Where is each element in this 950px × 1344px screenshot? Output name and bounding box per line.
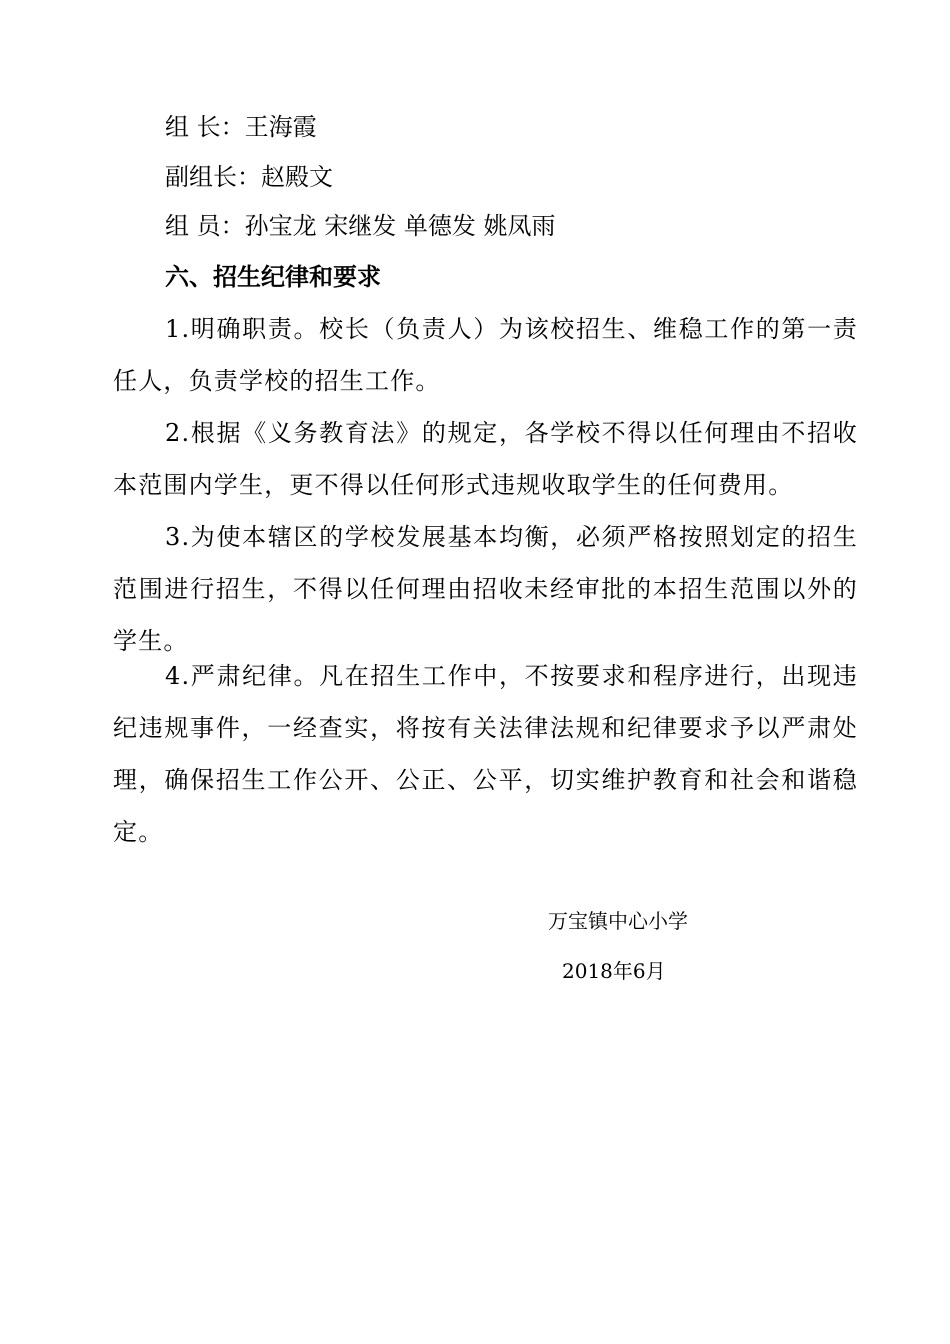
team-members-line [165,211,556,241]
team-members-names: 孙宝龙 宋继发 单德发 姚凤雨 [244,212,556,240]
team-deputy-line [165,162,333,192]
rule-item-1: 1.明确职责。校长（负责人）为该校招生、维稳工作的第一责任人，负责学校的招生工作。 [113,315,858,395]
team-leader-name: 王海霞 [244,113,317,141]
signature-date: 2018年6月 [562,959,666,983]
team-leader-line [165,112,317,142]
rule-item-2: 2.根据《义务教育法》的规定，各学校不得以任何理由不招收本范围内学生，更不得以任何形式违规收取学生的任何费用。 [113,419,858,499]
rule-item-4: 4.严肃纪律。凡在招生工作中，不按要求和程序进行，出现违纪违规事件，一经查实，将按有关法律法规和纪律要求予以严肃处理，确保招生工作公开、公正、公平，切实维护教育和社会和谐稳定。 [113,662,858,846]
team-deputy-name: 赵殿文 [261,163,333,191]
team-members-label: 组 员： [165,212,245,240]
signature-org: 万宝镇中心小学 [548,909,688,933]
team-leader-label: 组 长： [165,113,245,141]
rule-item-3: 3.为使本辖区的学校发展基本均衡，必须严格按照划定的招生范围进行招生，不得以任何理由招收未经审批的本招生范围以外的学生。 [113,523,858,655]
team-deputy-label: 副组长： [165,163,261,191]
section-heading: 六、招生纪律和要求 [165,262,381,291]
